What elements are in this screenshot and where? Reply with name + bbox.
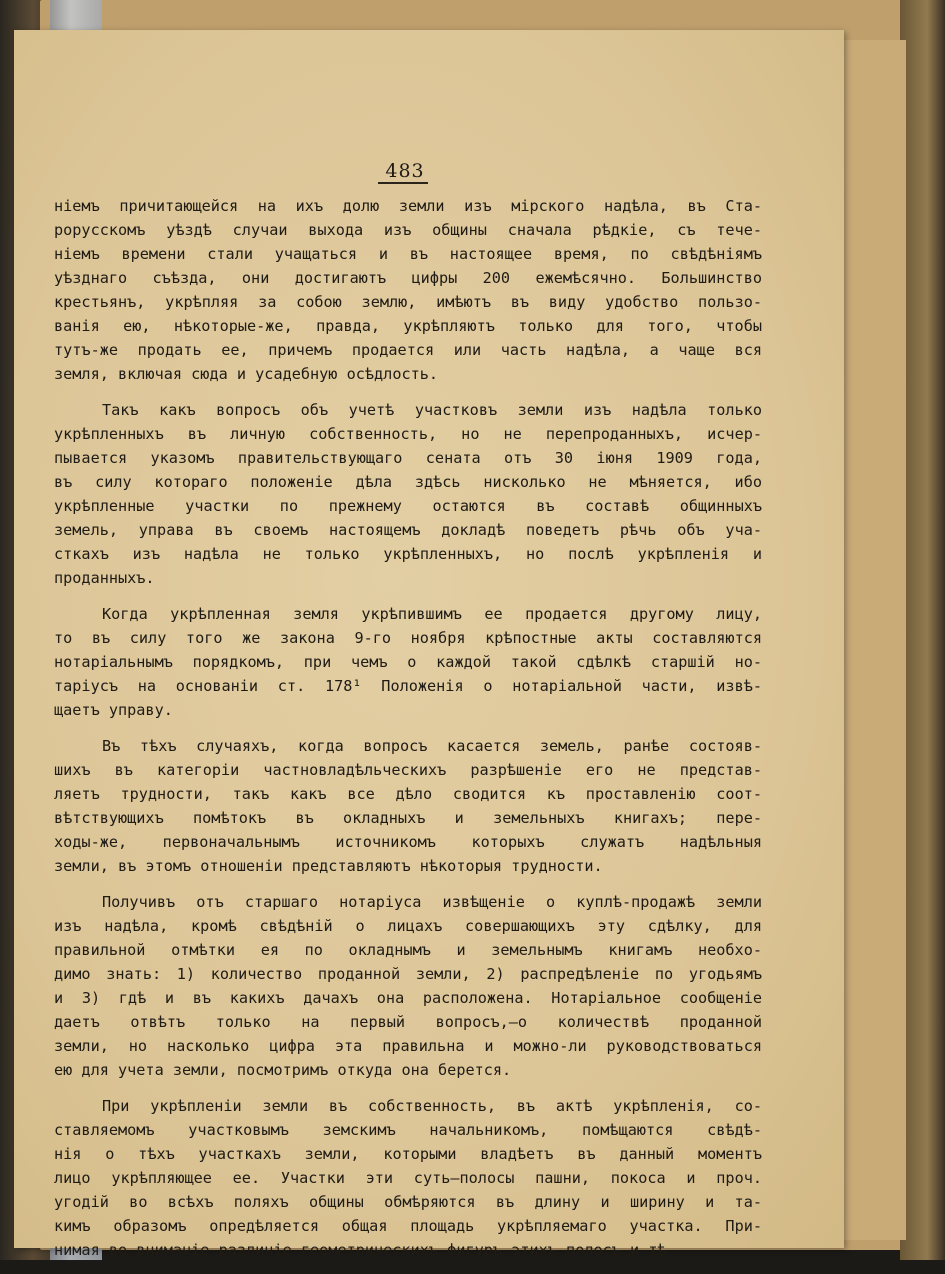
text-line: укрѣпленные участки по прежнему остаются въ составѣ общинныхъ — [54, 497, 762, 515]
text-line: ходы-же, первоначальнымъ источникомъ которыхъ служатъ надѣльныя — [54, 833, 762, 851]
text-line: шихъ въ категоріи частновладѣльческихъ разрѣшеніе его не представ- — [54, 761, 762, 779]
text-line: Когда укрѣпленная земля укрѣпившимъ ее продается другому лицу, — [102, 605, 762, 623]
text-line: ніемъ времени стали учащаться и въ настоящее время, по свѣдѣніямъ — [54, 245, 762, 263]
text-line: рорусскомъ уѣздѣ случаи выхода изъ общины сначала рѣдкіе, съ тече- — [54, 221, 762, 239]
paragraph — [54, 890, 762, 1082]
text-line: проданныхъ. — [54, 569, 155, 587]
right-cover-edge — [900, 0, 945, 1260]
text-line: земли, но насколько цифра эта правильна и можно-ли руководствоваться — [54, 1037, 762, 1055]
text-line: ніемъ причитающейся на ихъ долю земли изъ мірского надѣла, въ Ста- — [54, 197, 762, 215]
text-line: Такъ какъ вопросъ объ учетѣ участковъ земли изъ надѣла только — [102, 401, 762, 419]
text-line: угодій во всѣхъ поляхъ общины обмѣряются въ длину и ширину и та- — [54, 1193, 762, 1211]
text-line: лицо укрѣпляющее ее. Участки эти суть—полосы пашни, покоса и проч. — [54, 1169, 762, 1187]
text-line: земли, въ этомъ отношеніи представляютъ нѣкоторыя трудности. — [54, 857, 603, 875]
text-line: крестьянъ, укрѣпляя за собою землю, имѣютъ въ виду удобство пользо- — [54, 293, 762, 311]
text-line: вѣтствующихъ помѣтокъ въ окладныхъ и земельныхъ книгахъ; пере- — [54, 809, 762, 827]
text-line: димо знать: 1) количество проданной земли, 2) распредѣленіе по угодьямъ — [54, 965, 762, 983]
text-line: ляетъ трудности, такъ какъ все дѣло сводится къ проставленію соот- — [54, 785, 762, 803]
text-line: пывается указомъ правительствующаго сената отъ 30 іюня 1909 года, — [54, 449, 762, 467]
text-line: земель, управа въ своемъ настоящемъ докладѣ поведетъ рѣчь объ уча- — [54, 521, 762, 539]
text-line: сткахъ изъ надѣла не только укрѣпленныхъ, но послѣ укрѣпленія и — [54, 545, 762, 563]
paragraph — [54, 602, 762, 722]
paragraph — [54, 734, 762, 878]
text-line: Въ тѣхъ случаяхъ, когда вопросъ касается земель, ранѣе состояв- — [102, 737, 762, 755]
text-line: ванія ею, нѣкоторые-же, правда, укрѣпляютъ только для того, чтобы — [54, 317, 762, 335]
paragraph — [54, 194, 762, 386]
text-line: нотаріальнымъ порядкомъ, при чемъ о каждой такой сдѣлкѣ старшій но- — [54, 653, 762, 671]
text-line: ею для учета земли, посмотримъ откуда она берется. — [54, 1061, 512, 1079]
body-text — [54, 194, 762, 1274]
text-line: ставляемомъ участковымъ земскимъ начальникомъ, помѣщаются свѣдѣ- — [54, 1121, 762, 1139]
page-number-underline — [378, 182, 428, 184]
text-line: и 3) гдѣ и въ какихъ дачахъ она расположена. Нотаріальное сообщеніе — [54, 989, 762, 1007]
text-line: Получивъ отъ старшаго нотаріуса извѣщеніе о куплѣ-продажѣ земли — [102, 893, 762, 911]
text-line: земля, включая сюда и усадебную осѣдлость. — [54, 365, 439, 383]
text-line: нія о тѣхъ участкахъ земли, которыми владѣетъ въ данный моментъ — [54, 1145, 762, 1163]
text-line: даетъ отвѣтъ только на первый вопросъ,—о количествѣ проданной — [54, 1013, 762, 1031]
text-line: нимая во вниманіе различіе геометрическихъ фигуръ этихъ полосъ и тѣ — [54, 1241, 667, 1259]
text-line: таріусъ на основаніи ст. 178¹ Положенія о нотаріальной части, извѣ- — [54, 677, 762, 695]
text-line: укрѣпленныхъ въ личную собственность, но не перепроданныхъ, исчер- — [54, 425, 762, 443]
text-line: тутъ-же продать ее, причемъ продается или часть надѣла, а чаще вся — [54, 341, 762, 359]
text-line: въ силу котораго положеніе дѣла здѣсь нисколько не мѣняется, ибо — [54, 473, 762, 491]
text-line: При укрѣпленіи земли въ собственность, въ актѣ укрѣпленія, со- — [102, 1097, 762, 1115]
paragraph — [54, 398, 762, 590]
text-line: кимъ образомъ опредѣляется общая площадь укрѣпляемаго участка. При- — [54, 1217, 762, 1235]
text-line: щаетъ управу. — [54, 701, 173, 719]
text-line: правильной отмѣтки ея по окладнымъ и земельнымъ книгамъ необхо- — [54, 941, 762, 959]
page-number: 483 — [385, 160, 425, 182]
text-line: уѣзднаго съѣзда, они достигаютъ цифры 200 ежемѣсячно. Большинство — [54, 269, 762, 287]
document-page — [14, 30, 844, 1259]
paragraph — [54, 1094, 762, 1262]
text-line: изъ надѣла, кромѣ свѣдѣній о лицахъ совершающихъ эту сдѣлку, для — [54, 917, 762, 935]
text-line: то въ силу того же закона 9-го ноября крѣпостные акты составляются — [54, 629, 762, 647]
